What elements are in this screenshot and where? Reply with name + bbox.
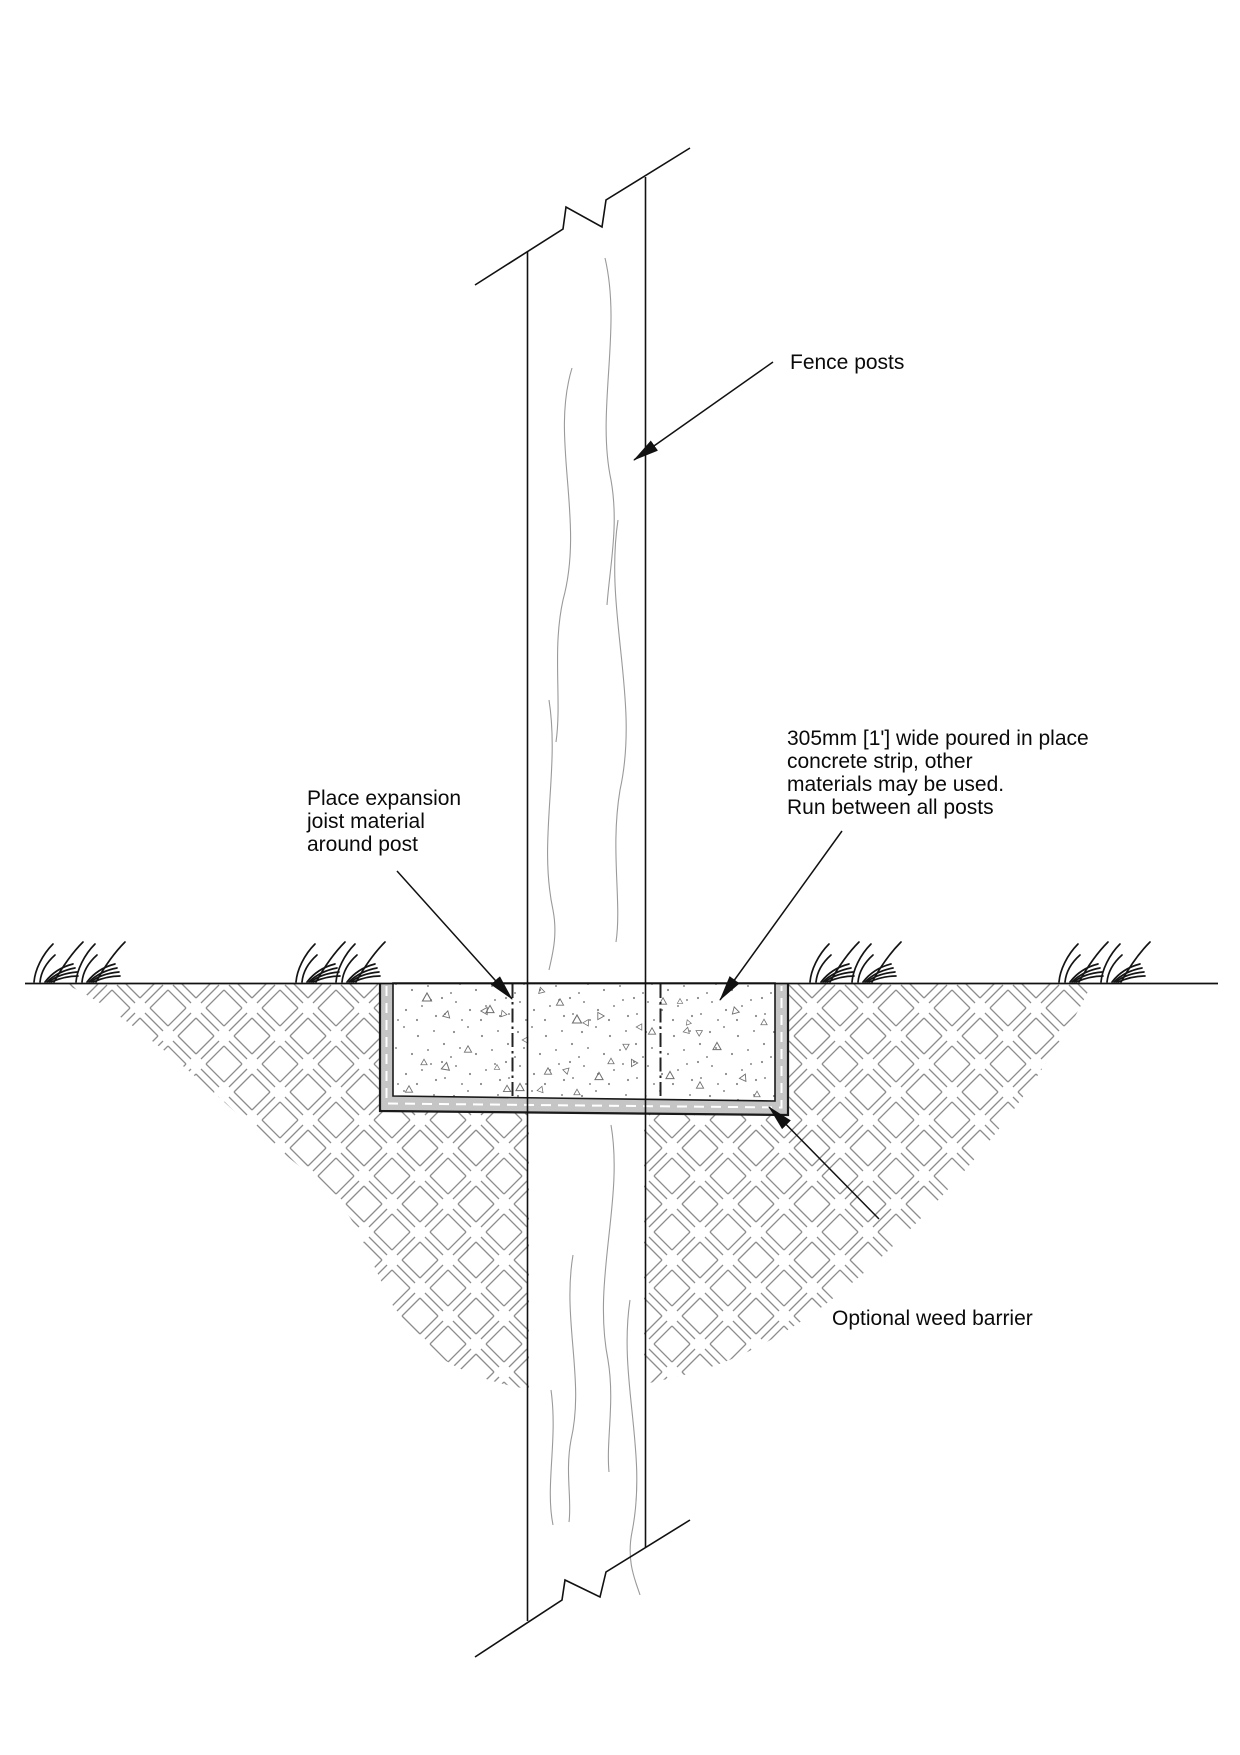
concrete-strip-label-line4: Run between all posts [787,796,994,819]
concrete-strip-label-line1: 305mm [1'] wide poured in place [787,727,1089,750]
expansion-joint-label-line3: around post [307,833,418,856]
concrete-strip-label-line3: materials may be used. [787,773,1005,796]
weed-barrier-label: Optional weed barrier [832,1307,1033,1330]
concrete-strip-section [393,983,775,1101]
concrete-strip-trough [380,983,788,1115]
concrete-strip-label-line2: concrete strip, other [787,750,973,773]
expansion-joint-label-line1: Place expansion [307,787,462,810]
expansion-joint-label-line2: joist material [307,810,425,833]
fence-posts-label: Fence posts [790,351,905,374]
post-soil-gap [529,1113,644,1603]
